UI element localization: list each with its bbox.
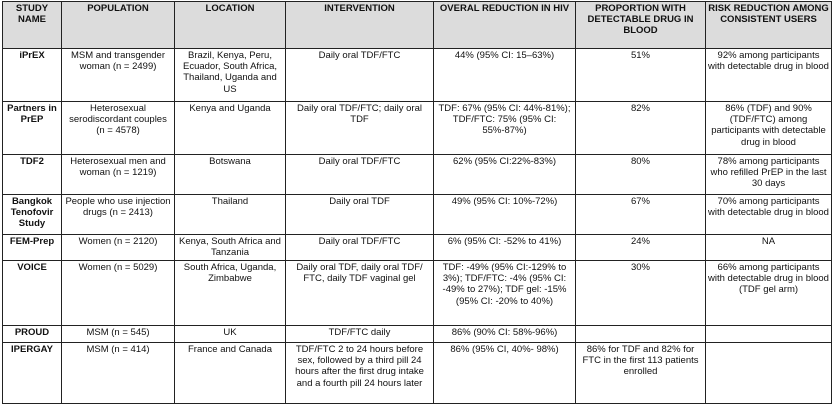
study-name-cell: VOICE: [3, 261, 62, 326]
table-header-row: [3, 2, 832, 49]
risk-reduction-cell: 78% among participants who refilled PrEP in the last 30 days: [706, 155, 832, 195]
location-cell: Thailand: [175, 195, 286, 235]
overall-reduction-cell: 49% (95% CI: 10%-72%): [434, 195, 576, 235]
intervention-cell: Daily oral TDF, daily oral TDF/ FTC, daily TDF vaginal gel: [286, 261, 434, 326]
proportion-detectable-cell: 86% for TDF and 82% for FTC in the first 113 patients enrolled: [576, 343, 706, 404]
location-cell: Botswana: [175, 155, 286, 195]
table-row: [3, 49, 832, 102]
study-name-cell: Partners in PrEP: [3, 102, 62, 155]
overall-reduction-cell: 6% (95% CI: -52% to 41%): [434, 235, 576, 261]
study-name-cell: Bangkok Tenofovir Study: [3, 195, 62, 235]
table-row: [3, 261, 832, 326]
population-cell: Heterosexual men and woman (n = 1219): [62, 155, 175, 195]
proportion-detectable-cell: 82%: [576, 102, 706, 155]
overall-reduction-cell: 62% (95% CI:22%-83%): [434, 155, 576, 195]
location-cell: Kenya and Uganda: [175, 102, 286, 155]
proportion-detectable-cell: 80%: [576, 155, 706, 195]
risk-reduction-cell: [706, 343, 832, 404]
population-cell: People who use injection drugs (n = 2413): [62, 195, 175, 235]
risk-reduction-cell: 66% among participants with detectable drug in blood (TDF gel arm): [706, 261, 832, 326]
header-location: LOCATION: [175, 2, 286, 49]
population-cell: Heterosexual serodiscordant couples (n = 4578): [62, 102, 175, 155]
proportion-detectable-cell: 30%: [576, 261, 706, 326]
proportion-detectable-cell: 51%: [576, 49, 706, 102]
intervention-cell: TDF/FTC daily: [286, 326, 434, 343]
proportion-detectable-cell: 67%: [576, 195, 706, 235]
intervention-cell: Daily oral TDF/FTC: [286, 49, 434, 102]
intervention-cell: Daily oral TDF/FTC: [286, 235, 434, 261]
location-cell: France and Canada: [175, 343, 286, 404]
risk-reduction-cell: 70% among participants with detectable drug in blood: [706, 195, 832, 235]
overall-reduction-cell: 44% (95% CI: 15–63%): [434, 49, 576, 102]
study-name-cell: FEM-Prep: [3, 235, 62, 261]
intervention-cell: Daily oral TDF/FTC; daily oral TDF: [286, 102, 434, 155]
prep-trials-table: [2, 1, 832, 404]
header-population: POPULATION: [62, 2, 175, 49]
overall-reduction-cell: 86% (95% CI, 40%- 98%): [434, 343, 576, 404]
intervention-cell: Daily oral TDF/FTC: [286, 155, 434, 195]
intervention-cell: TDF/FTC 2 to 24 hours before sex, followed by a third pill 24 hours after the first drug intake and a fourth pill 24 hours later: [286, 343, 434, 404]
overall-reduction-cell: TDF: 67% (95% CI: 44%-81%); TDF/FTC: 75% (95% CI: 55%-87%): [434, 102, 576, 155]
table-row: [3, 195, 832, 235]
header-risk-reduction: RISK REDUCTION AMONG CONSISTENT USERS: [706, 2, 832, 49]
intervention-cell: Daily oral TDF: [286, 195, 434, 235]
overall-reduction-cell: 86% (90% CI: 58%-96%): [434, 326, 576, 343]
risk-reduction-cell: 86% (TDF) and 90% (TDF/FTC) among participants with detectable drug in blood: [706, 102, 832, 155]
study-name-cell: IPERGAY: [3, 343, 62, 404]
population-cell: Women (n = 5029): [62, 261, 175, 326]
risk-reduction-cell: 92% among participants with detectable drug in blood: [706, 49, 832, 102]
table-row: [3, 235, 832, 261]
risk-reduction-cell: [706, 326, 832, 343]
proportion-detectable-cell: 24%: [576, 235, 706, 261]
population-cell: Women (n = 2120): [62, 235, 175, 261]
header-proportion-detectable: PROPORTION WITH DETECTABLE DRUG IN BLOOD: [576, 2, 706, 49]
study-name-cell: TDF2: [3, 155, 62, 195]
header-intervention: INTERVENTION: [286, 2, 434, 49]
header-overall-reduction: OVERAL REDUCTION IN HIV: [434, 2, 576, 49]
table-row: [3, 102, 832, 155]
location-cell: UK: [175, 326, 286, 343]
population-cell: MSM and transgender woman (n = 2499): [62, 49, 175, 102]
location-cell: South Africa, Uganda, Zimbabwe: [175, 261, 286, 326]
risk-reduction-cell: NA: [706, 235, 832, 261]
study-name-cell: iPrEX: [3, 49, 62, 102]
overall-reduction-cell: TDF: -49% (95% CI:-129% to 3%); TDF/FTC: -4% (95% CI: -49% to 27%); TDF gel: -15% (95% CI: -20% to 40%): [434, 261, 576, 326]
proportion-detectable-cell: [576, 326, 706, 343]
location-cell: Kenya, South Africa and Tanzania: [175, 235, 286, 261]
study-name-cell: PROUD: [3, 326, 62, 343]
population-cell: MSM (n = 414): [62, 343, 175, 404]
table-row: [3, 343, 832, 404]
population-cell: MSM (n = 545): [62, 326, 175, 343]
table-row: [3, 155, 832, 195]
header-study-name: STUDY NAME: [3, 2, 62, 49]
location-cell: Brazil, Kenya, Peru, Ecuador, South Africa, Thailand, Uganda and US: [175, 49, 286, 102]
table-row: [3, 326, 832, 343]
